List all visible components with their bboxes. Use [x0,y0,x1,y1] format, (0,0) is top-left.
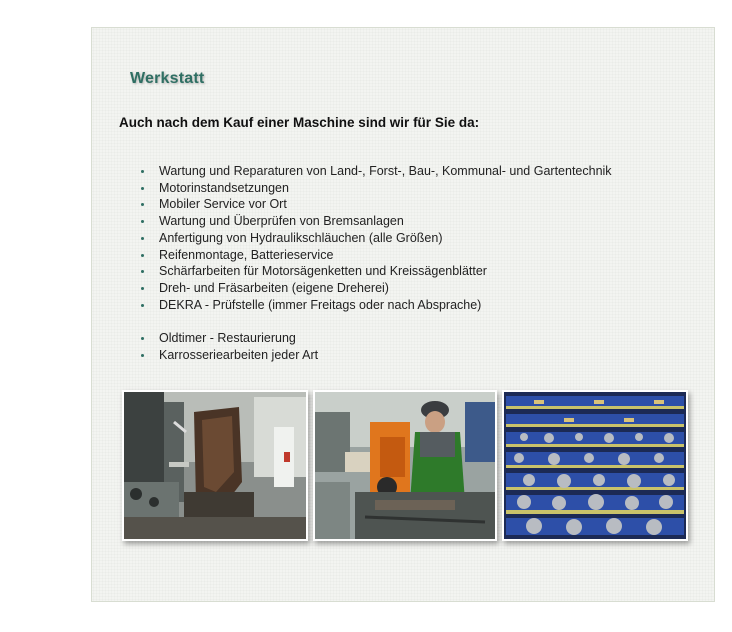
list-item: Reifenmontage, Batterieservice [140,247,612,264]
content-panel [91,27,715,602]
extra-services-list [140,330,318,363]
lathe-image [124,392,306,539]
list-item: Wartung und Überprüfen von Bremsanlagen [140,213,612,230]
parts-bins-image [504,392,686,539]
list-item: Karrosseriearbeiten jeder Art [140,347,318,364]
workshop-lathe-photo[interactable] [122,390,308,541]
services-list [140,163,612,313]
list-item: Anfertigung von Hydraulikschläuchen (alle Größen) [140,230,612,247]
mechanic-workbench-photo[interactable] [313,390,497,541]
list-item: Schärfarbeiten für Motorsägenketten und Kreissägenblätter [140,263,612,280]
list-item: Motorinstandsetzungen [140,180,612,197]
list-item: DEKRA - Prüfstelle (immer Freitags oder nach Absprache) [140,297,612,314]
list-item: Wartung und Reparaturen von Land-, Forst-, Bau-, Kommunal- und Gartentechnik [140,163,612,180]
mechanic-image [315,392,495,539]
list-item: Oldtimer - Restaurierung [140,330,318,347]
page-title: Werkstatt [130,70,205,87]
intro-text: Auch nach dem Kauf einer Maschine sind wir für Sie da: [119,115,480,130]
parts-storage-photo[interactable] [502,390,688,541]
list-item: Mobiler Service vor Ort [140,196,612,213]
list-item: Dreh- und Fräsarbeiten (eigene Dreherei) [140,280,612,297]
